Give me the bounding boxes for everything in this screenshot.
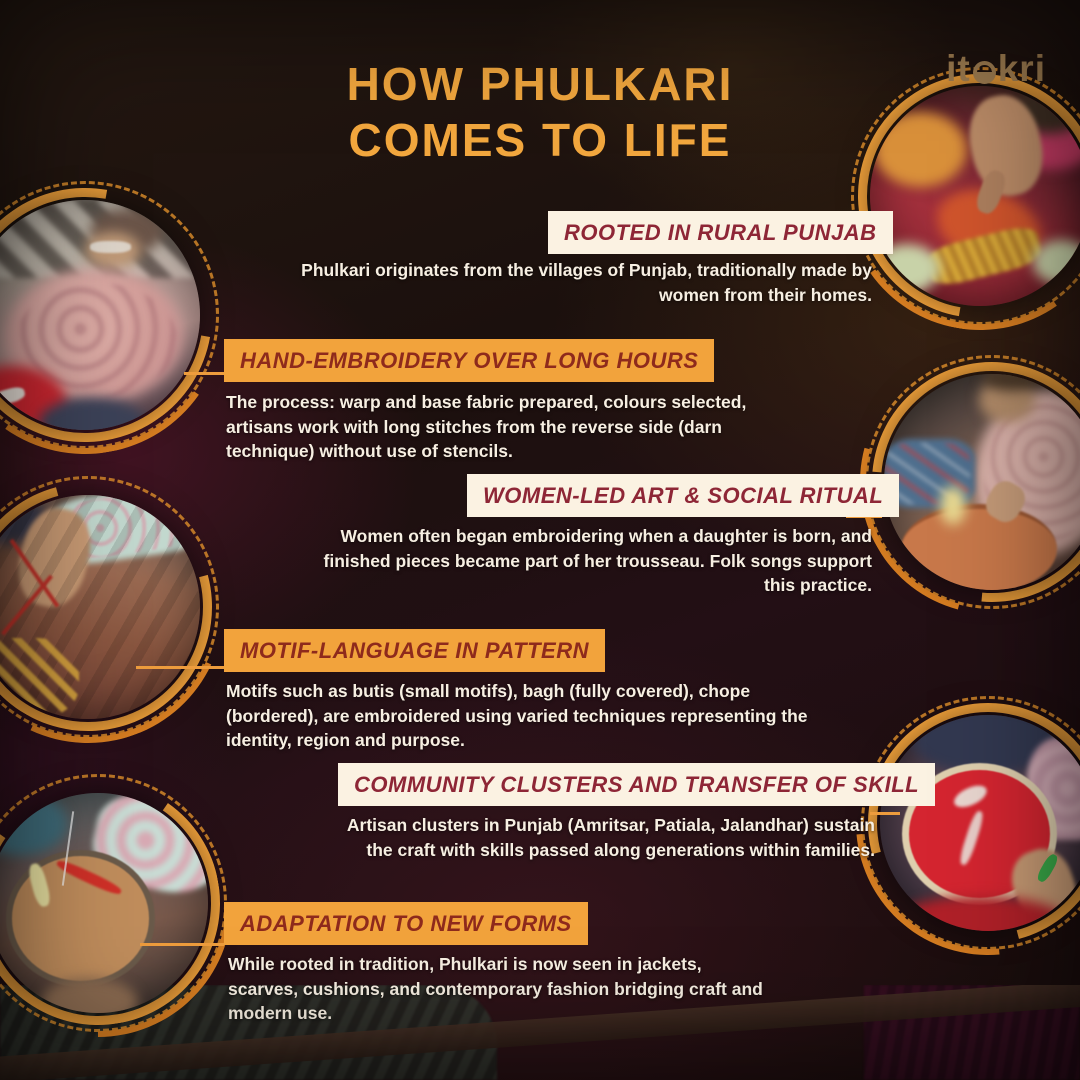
section-heading-adaptation-new-forms: ADAPTATION TO NEW FORMS [224, 902, 588, 945]
photo-artisan-grandmother [0, 200, 200, 430]
section-body-community-clusters: Artisan clusters in Punjab (Amritsar, Patiala, Jalandhar) sustain the craft with skills passed along generations within families. [346, 815, 875, 860]
photo-red-hoop [880, 715, 1080, 931]
section-body-motif-language: Motifs such as butis (small motifs), bagh (fully covered), chope (bordered), are embroidered using varied techniques representing the identity, region and purpose. [226, 681, 808, 750]
page-title [0, 56, 1080, 168]
section-heading-community-clusters: COMMUNITY CLUSTERS AND TRANSFER OF SKILL [338, 763, 935, 806]
section-body-rooted-in-rural-punjab: Phulkari originates from the villages of Punjab, traditionally made by women from their homes. [301, 260, 872, 305]
section-heading-hand-embroidery: HAND-EMBROIDERY OVER LONG HOURS [224, 339, 714, 382]
title-line-2: COMES TO LIFE [348, 114, 732, 167]
section-body-adaptation-new-forms: While rooted in tradition, Phulkari is now seen in jackets, scarves, cushions, and contemporary fashion bridging craft and modern use. [228, 954, 763, 1023]
photo-artisan-stitching-orange [884, 374, 1080, 590]
itokri-logo [946, 48, 1046, 90]
logo-text-right: kri [997, 48, 1046, 89]
section-heading-women-led-art: WOMEN-LED ART & SOCIAL RITUAL [467, 474, 899, 517]
logo-text-left: it [946, 48, 971, 89]
logo-o-icon [973, 61, 996, 84]
connector-line [136, 666, 224, 669]
section-heading-motif-language: MOTIF-LANGUAGE IN PATTERN [224, 629, 605, 672]
connector-line [140, 943, 224, 946]
photo-hoop-ribbons [0, 793, 208, 1013]
section-body-women-led-art: Women often began embroidering when a daughter is born, and finished pieces became part of her trousseau. Folk songs support this practice. [323, 526, 872, 595]
photo-hand-motif-fabric [0, 495, 200, 719]
connector-line [184, 372, 224, 375]
section-body-hand-embroidery: The process: warp and base fabric prepared, colours selected, artisans work with long stitches from the reverse side (darn technique) without use of stencils. [226, 392, 747, 461]
title-line-1: HOW PHULKARI [346, 58, 734, 110]
section-heading-rooted-in-rural-punjab: ROOTED IN RURAL PUNJAB [548, 211, 893, 254]
